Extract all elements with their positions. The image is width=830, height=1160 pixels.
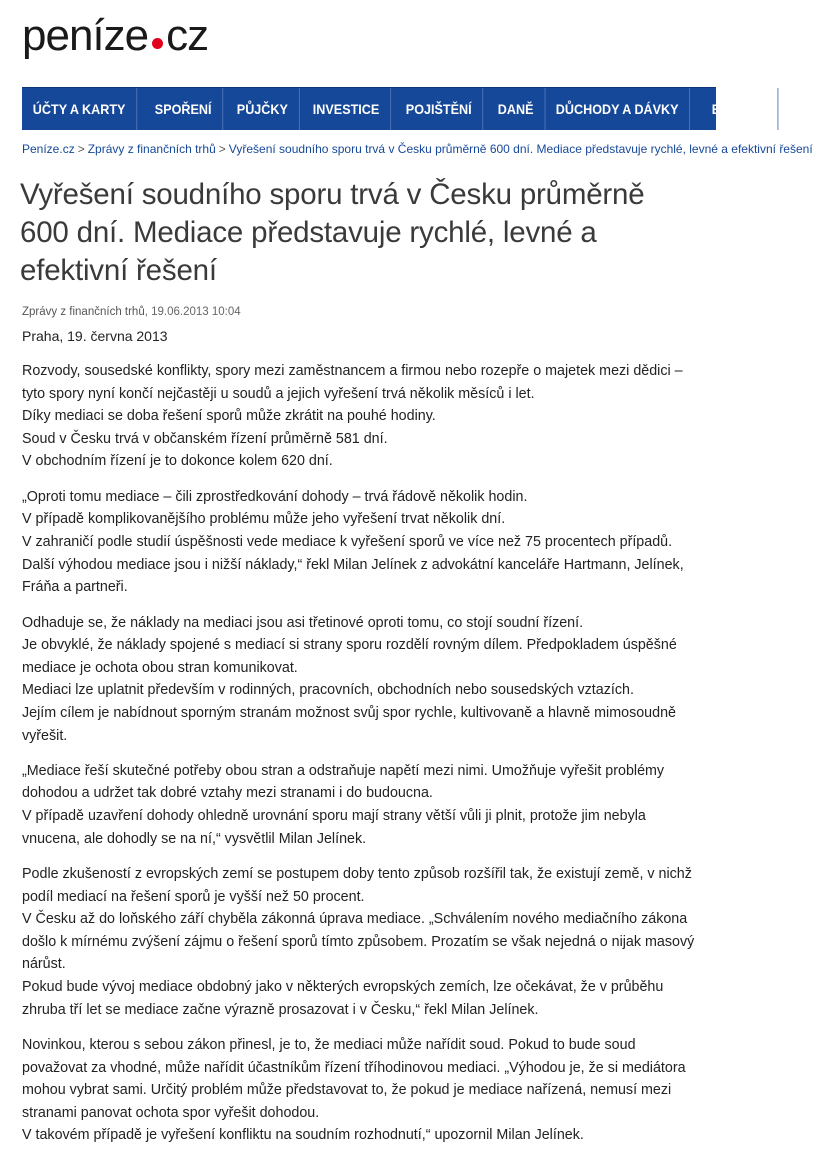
article-line: Podle zkušeností z evropských zemí se postupem doby tento způsob rozšířil tak, že existují země, v nichž podíl mediací na řešení sporů je vyšší než 50 procent. xyxy=(22,866,692,905)
nav-item-investice[interactable]: INVESTICE xyxy=(302,88,391,130)
nav-item-dane[interactable]: DANĚ xyxy=(487,88,545,130)
article-body xyxy=(22,360,702,1160)
article-line: Rozvody, sousedské konflikty, spory mezi zaměstnancem a firmou nebo rozepře o majetek mezi dědici – tyto spory nyní končí nejčastěji u soudů a jejich vyřešení trvá několik měsíců i let. xyxy=(22,363,683,402)
article-line: V zahraničí podle studií úspěšnosti vede mediace k vyřešení sporů ve více než 75 procentech případů. xyxy=(22,533,673,550)
article-line: V případě uzavření dohody ohledně urovnání sporu mají strany větší vůli ji plnit, protože jim nebyla vnucena, ale dohodly se na ní,“ vysvětlil Milan Jelínek. xyxy=(22,808,646,847)
article-line: Mediaci lze uplatnit především v rodinných, pracovních, obchodních nebo sousedských vztazích. xyxy=(22,682,634,699)
breadcrumb-separator: > xyxy=(218,142,226,156)
article-line: Další výhodou mediace jsou i nižší náklady,“ řekl Milan Jelínek z advokátní kanceláře Hartmann, Jelínek, Fráňa a partneři. xyxy=(22,556,684,596)
breadcrumb-home-link[interactable]: Peníze.cz xyxy=(22,142,75,156)
article-line: V Česku až do loňského září chyběla zákonná úprava mediace. „Schválením nového mediačního zákona došlo k mírnému zvýšení zájmu o řešení sporů tímto způsobem. Prozatím se však nejedná o nijak masový nárůst. xyxy=(22,911,695,973)
article-line: Díky mediaci se doba řešení sporů může zkrátit na pouhé hodiny. xyxy=(22,408,436,425)
article-dateline: Praha, 19. června 2013 xyxy=(22,328,168,344)
article-line: „Oproti tomu mediace – čili zprostředkování dohody – trvá řádově několik hodin. xyxy=(22,488,528,505)
nav-item-ucty-a-karty[interactable]: ÚČTY A KARTY xyxy=(22,88,137,130)
logo-domain: cz xyxy=(166,11,209,60)
nav-item-zam[interactable]: ZAM xyxy=(792,101,820,117)
nav-item-duchody-a-davky[interactable]: DŮCHODY A DÁVKY xyxy=(545,88,690,130)
article-date: , 19.06.2013 10:04 xyxy=(144,306,241,318)
breadcrumb-current-link[interactable]: Vyřešení soudního sporu trvá v Česku průměrně 600 dní. Mediace představuje rychlé, levné a efektivní řešení xyxy=(228,142,813,156)
nav-item-bydleni[interactable]: BYDLENÍ xyxy=(701,88,779,130)
nav-item-sporeni[interactable]: SPOŘENÍ xyxy=(144,88,223,130)
article-line: Soud v Česku trvá v občanském řízení průměrně 581 dní. xyxy=(22,430,388,447)
article-paragraph xyxy=(22,1034,702,1147)
article-line: Je obvyklé, že náklady spojené s mediací si strany sporu rozdělí rovným dílem. Předpokladem úspěšné mediace je ochota obou stran komunikovat. xyxy=(22,637,677,676)
article-line: V obchodním řízení je to dokonce kolem 620 dní. xyxy=(22,453,333,470)
article-meta xyxy=(22,304,241,320)
article-line: V takovém případě je vyřešení konfliktu na soudním rozhodnutí,“ upozornil Milan Jelínek. xyxy=(22,1127,584,1144)
article-line: Novinkou, kterou s sebou zákon přinesl, je to, že mediaci může nařídit soud. Pokud to bude soud považovat za vhodné, může nařídit účastníkům řízení tříhodinovou mediaci. „Výhodou je, že si mediátora mohou vybrat sami. Určitý problém může představovat to, že pokud je mediace nařízená, nemusí mezi stranami panovat ochota spor vyřešit dohodou. xyxy=(22,1037,686,1121)
article-line: V případě komplikovanějšího problému může jeho vyřešení trvat několik dní. xyxy=(22,511,506,528)
breadcrumb-section-link[interactable]: Zprávy z finančních trhů xyxy=(87,142,216,156)
article-line: Odhaduje se, že náklady na mediaci jsou asi třetinové oproti tomu, co stojí soudní řízení. xyxy=(22,614,584,631)
article-line: Jejím cílem je nabídnout sporným stranám možnost svůj spor rychle, kultivovaně a hlavně mimosoudně vyřešit. xyxy=(22,704,676,744)
article-line: Pokud bude vývoj mediace obdobný jako v některých evropských zemích, lze očekávat, že v průběhu zhruba tří let se mediace začne výrazně prosazovat i v Česku,“ řekl Milan Jelínek. xyxy=(22,979,664,1018)
article-paragraph xyxy=(22,360,702,473)
breadcrumb-separator: > xyxy=(77,142,85,156)
site-logo[interactable] xyxy=(22,8,208,64)
article-paragraph xyxy=(22,612,702,748)
logo-text: peníze xyxy=(22,11,149,60)
article-title: Vyřešení soudního sporu trvá v Česku průměrně 600 dní. Mediace představuje rychlé, levné a efektivní řešení xyxy=(20,178,645,287)
article-line: „Mediace řeší skutečné potřeby obou stran a odstraňuje napětí mezi nimi. Umožňuje vyřešit problémy dohodou a udržet tak dobré vztahy mezi stranami i do budoucna. xyxy=(22,762,665,802)
logo-dot-icon xyxy=(152,38,163,49)
article-paragraph xyxy=(22,760,702,850)
main-navigation xyxy=(22,87,820,130)
article-paragraph xyxy=(22,863,702,1021)
nav-item-pojisteni[interactable]: POJIŠTĚNÍ xyxy=(395,88,483,130)
nav-item-pujcky[interactable]: PŮJČKY xyxy=(226,88,300,130)
article-paragraph xyxy=(22,486,702,599)
breadcrumb xyxy=(22,140,813,158)
article-section-link[interactable]: Zprávy z finančních trhů xyxy=(22,306,145,318)
